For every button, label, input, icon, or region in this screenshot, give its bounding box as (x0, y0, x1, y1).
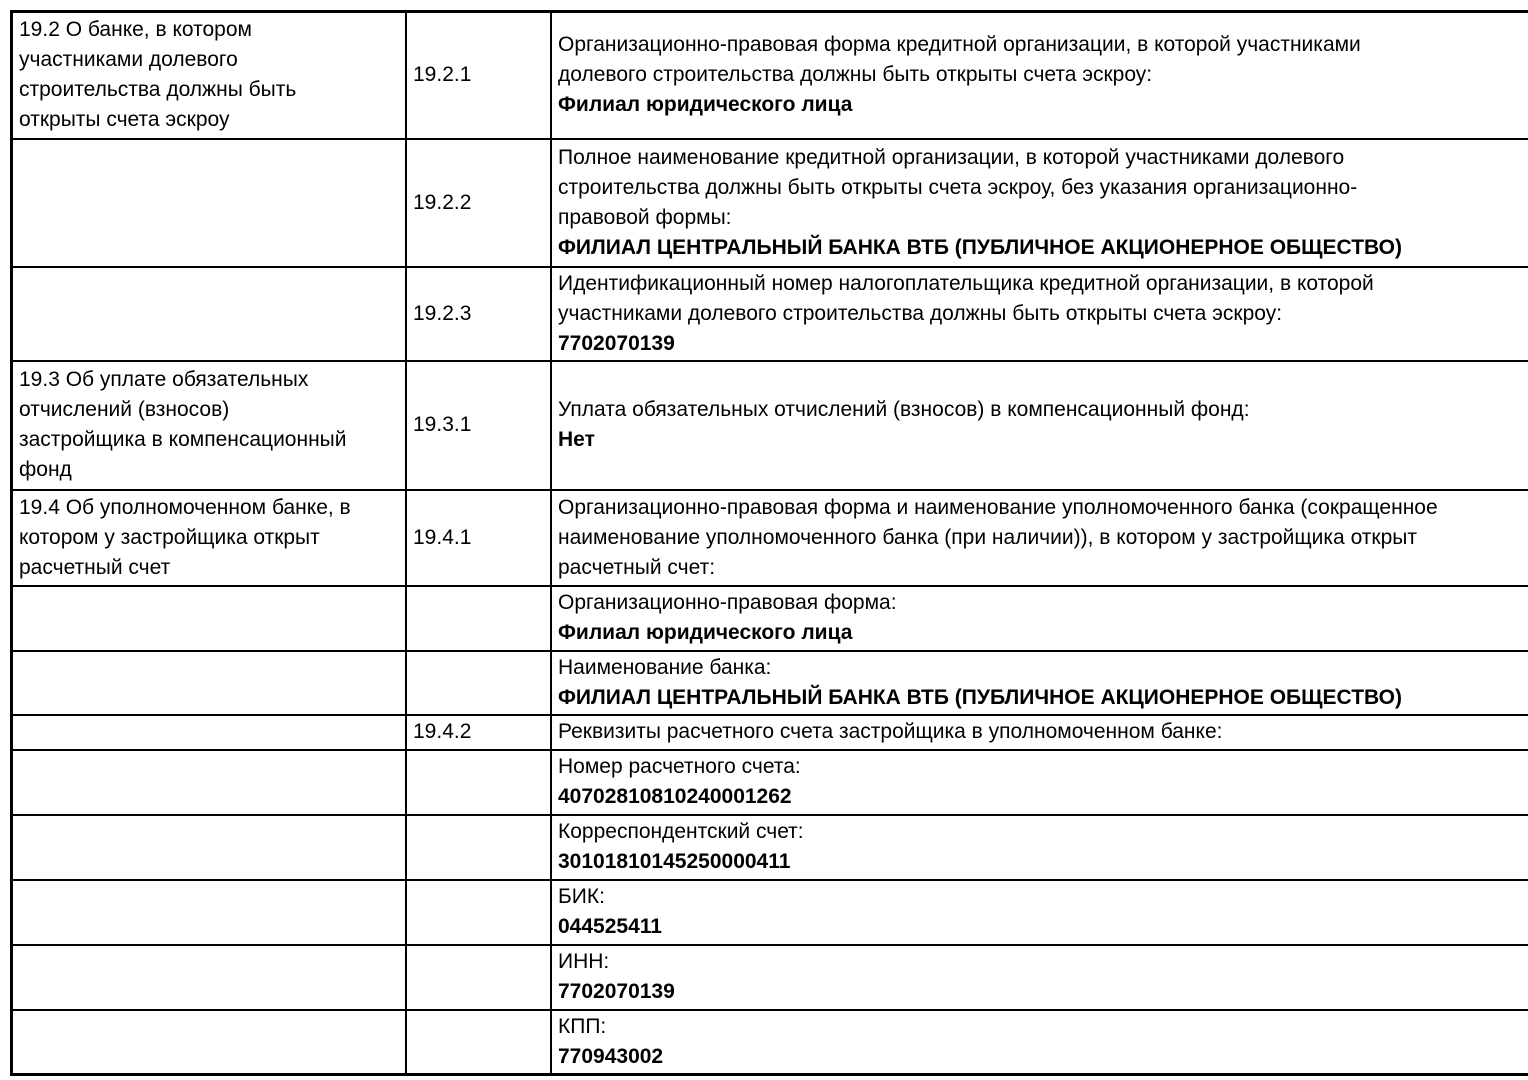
declaration-table-body (12, 12, 1528, 1075)
section-title-line: участниками долевого (19, 48, 238, 72)
code-cell (406, 880, 551, 945)
table-row (12, 267, 1528, 361)
declaration-table (10, 10, 1528, 1076)
code-cell (406, 945, 551, 1010)
item-code: 19.2.3 (413, 301, 472, 325)
label-line: Организационно-правовая форма кредитной организации, в которой участниками (558, 33, 1361, 57)
item-code: 19.3.1 (413, 413, 472, 436)
section-cell (12, 880, 407, 945)
table-row (12, 586, 1528, 651)
content-cell (551, 880, 1528, 945)
item-code: 19.4.2 (413, 720, 472, 743)
label-line: Организационно-правовая форма и наименование уполномоченного банка (сокращенное (558, 495, 1438, 519)
table-row (12, 815, 1528, 880)
table-row (12, 361, 1528, 490)
section-cell (12, 361, 407, 490)
table-row (12, 750, 1528, 815)
section-cell (12, 1010, 407, 1075)
section-title-line: 19.3 Об уплате обязательных (19, 368, 309, 391)
section-cell (12, 945, 407, 1010)
label-line: Идентификационный номер налогоплательщика кредитной организации, в которой (558, 271, 1374, 295)
value-line: 40702810810240001262 (558, 785, 792, 808)
section-cell (12, 750, 407, 815)
value-line: Нет (558, 428, 595, 451)
table-row (12, 880, 1528, 945)
code-cell (406, 651, 551, 715)
label-line: Номер расчетного счета: (558, 755, 801, 778)
content-cell (551, 1010, 1528, 1075)
section-title-line: 19.4 Об уполномоченном банке, в (19, 495, 351, 519)
label-line: КПП: (558, 1014, 607, 1038)
section-cell (12, 267, 407, 361)
content-cell (551, 651, 1528, 715)
section-title-line: фонд (19, 458, 72, 481)
value-line: Филиал юридического лица (558, 93, 853, 117)
value-line: ФИЛИАЛ ЦЕНТРАЛЬНЫЙ БАНКА ВТБ (ПУБЛИЧНОЕ АКЦИОНЕРНОЕ ОБЩЕСТВО) (558, 685, 1402, 709)
label-line: строительства должны быть открыты счета эскроу, без указания организационно- (558, 175, 1358, 199)
section-cell (12, 815, 407, 880)
section-cell (12, 490, 407, 586)
content-cell (551, 12, 1528, 139)
section-title-line: строительства должны быть (19, 78, 297, 102)
code-cell (406, 815, 551, 880)
content-cell (551, 815, 1528, 880)
content-cell (551, 945, 1528, 1010)
value-line: 770943002 (558, 1044, 664, 1068)
label-line: ИНН: (558, 950, 610, 973)
section-title-line: застройщика в компенсационный (19, 428, 347, 451)
section-cell (12, 715, 407, 750)
code-cell (406, 490, 551, 586)
label-line: Корреспондентский счет: (558, 820, 804, 843)
item-code: 19.2.2 (413, 190, 472, 214)
table-row (12, 715, 1528, 750)
table-row (12, 651, 1528, 715)
code-cell (406, 267, 551, 361)
section-cell (12, 12, 407, 139)
table-row (12, 490, 1528, 586)
section-title-line: 19.2 О банке, в котором (19, 18, 252, 42)
table-row (12, 945, 1528, 1010)
value-line: 044525411 (558, 915, 662, 938)
section-cell (12, 586, 407, 651)
content-cell (551, 490, 1528, 586)
value-line: 30101810145250000411 (558, 850, 791, 873)
value-line: 7702070139 (558, 331, 675, 355)
code-cell (406, 586, 551, 651)
label-line: Уплата обязательных отчислений (взносов) в компенсационный фонд: (558, 398, 1250, 421)
content-cell (551, 361, 1528, 490)
section-cell (12, 139, 407, 267)
label-line: участниками долевого строительства должны быть открыты счета эскроу: (558, 301, 1283, 325)
section-cell (12, 651, 407, 715)
section-title-line: открыты счета эскроу (19, 108, 230, 132)
table-row (12, 12, 1528, 139)
label-line: расчетный счет: (558, 555, 716, 579)
label-line: Полное наименование кредитной организации, в которой участниками долевого (558, 145, 1345, 169)
section-title-line: расчетный счет (19, 555, 171, 579)
label-line: БИК: (558, 885, 605, 908)
value-line: ФИЛИАЛ ЦЕНТРАЛЬНЫЙ БАНКА ВТБ (ПУБЛИЧНОЕ АКЦИОНЕРНОЕ ОБЩЕСТВО) (558, 235, 1402, 259)
content-cell (551, 586, 1528, 651)
code-cell (406, 12, 551, 139)
section-title-line: котором у застройщика открыт (19, 525, 320, 549)
table-row (12, 1010, 1528, 1075)
code-cell (406, 1010, 551, 1075)
value-line: 7702070139 (558, 980, 675, 1003)
value-line: Филиал юридического лица (558, 621, 853, 644)
item-code: 19.2.1 (413, 63, 472, 87)
label-line: правовой формы: (558, 205, 732, 229)
item-code: 19.4.1 (413, 525, 472, 549)
content-cell (551, 267, 1528, 361)
content-cell (551, 139, 1528, 267)
label-line: Организационно-правовая форма: (558, 591, 897, 614)
label-line: наименование уполномоченного банка (при наличии)), в котором у застройщика открыт (558, 525, 1417, 549)
content-cell (551, 715, 1528, 750)
section-title-line: отчислений (взносов) (19, 398, 230, 421)
code-cell (406, 750, 551, 815)
code-cell (406, 715, 551, 750)
code-cell (406, 361, 551, 490)
table-row (12, 139, 1528, 267)
content-cell (551, 750, 1528, 815)
code-cell (406, 139, 551, 267)
label-line: Реквизиты расчетного счета застройщика в уполномоченном банке: (558, 720, 1223, 743)
label-line: Наименование банка: (558, 655, 772, 679)
label-line: долевого строительства должны быть открыты счета эскроу: (558, 63, 1153, 87)
